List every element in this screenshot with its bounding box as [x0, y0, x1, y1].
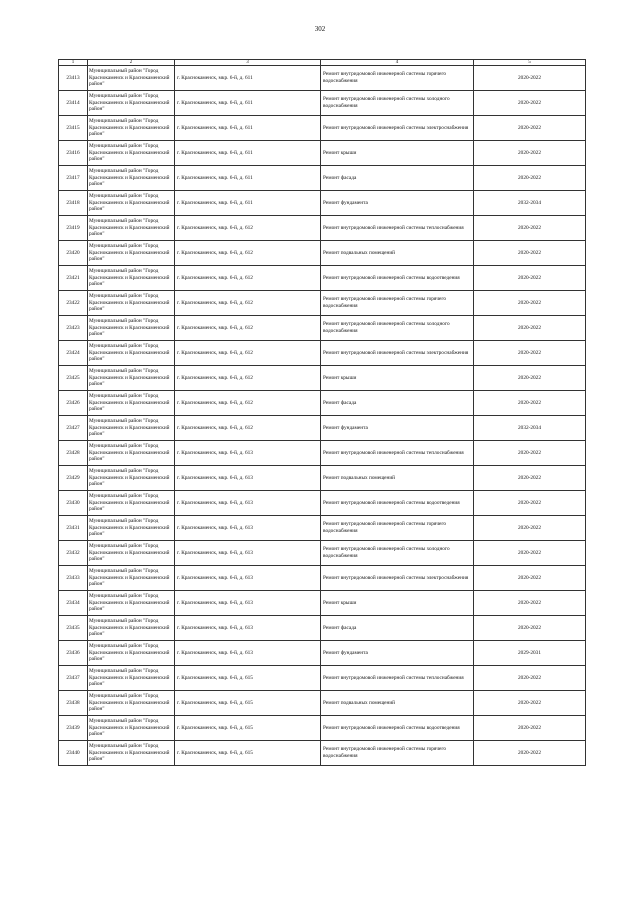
work-type-cell: Ремонт внутридомовой инженерной системы теплоснабжения [321, 666, 474, 691]
work-type-cell: Ремонт подвальных помещений [321, 466, 474, 491]
work-type-cell: Ремонт внутридомовой инженерной системы водоотведения [321, 716, 474, 741]
row-number-cell: 23423 [59, 316, 88, 341]
work-type-cell: Ремонт фундамента [321, 416, 474, 441]
address-cell: г. Краснокаменск, мкр. 6-й, д. 612 [175, 341, 321, 366]
address-cell: г. Краснокаменск, мкр. 6-й, д. 613 [175, 491, 321, 516]
address-cell: г. Краснокаменск, мкр. 6-й, д. 613 [175, 441, 321, 466]
address-cell: г. Краснокаменск, мкр. 6-й, д. 611 [175, 141, 321, 166]
table-row [59, 516, 586, 541]
municipality-cell: Муниципальный район "Город Краснокаменск и Краснокаменский район" [88, 391, 175, 416]
row-number-cell: 23430 [59, 491, 88, 516]
period-cell: 2020-2022 [474, 491, 586, 516]
municipality-cell: Муниципальный район "Город Краснокаменск и Краснокаменский район" [88, 491, 175, 516]
address-cell: г. Краснокаменск, мкр. 6-й, д. 611 [175, 66, 321, 91]
row-number-cell: 23426 [59, 391, 88, 416]
period-cell: 2020-2022 [474, 516, 586, 541]
table-row [59, 541, 586, 566]
address-cell: г. Краснокаменск, мкр. 6-й, д. 615 [175, 691, 321, 716]
period-cell: 2020-2022 [474, 91, 586, 116]
period-cell: 2020-2022 [474, 691, 586, 716]
period-cell: 2032-2034 [474, 191, 586, 216]
municipality-cell: Муниципальный район "Город Краснокаменск и Краснокаменский район" [88, 191, 175, 216]
period-cell: 2020-2022 [474, 241, 586, 266]
work-type-cell: Ремонт крыши [321, 366, 474, 391]
work-type-cell: Ремонт подвальных помещений [321, 691, 474, 716]
municipality-cell: Муниципальный район "Город Краснокаменск и Краснокаменский район" [88, 216, 175, 241]
address-cell: г. Краснокаменск, мкр. 6-й, д. 615 [175, 741, 321, 766]
municipality-cell: Муниципальный район "Город Краснокаменск и Краснокаменский район" [88, 516, 175, 541]
municipality-cell: Муниципальный район "Город Краснокаменск и Краснокаменский район" [88, 266, 175, 291]
work-type-cell: Ремонт фасада [321, 391, 474, 416]
period-cell: 2020-2022 [474, 616, 586, 641]
period-cell: 2020-2022 [474, 391, 586, 416]
address-cell: г. Краснокаменск, мкр. 6-й, д. 612 [175, 391, 321, 416]
address-cell: г. Краснокаменск, мкр. 6-й, д. 613 [175, 541, 321, 566]
period-cell: 2020-2022 [474, 441, 586, 466]
work-type-cell: Ремонт фасада [321, 166, 474, 191]
table-row [59, 291, 586, 316]
table-row [59, 216, 586, 241]
row-number-cell: 23436 [59, 641, 88, 666]
period-cell: 2020-2022 [474, 566, 586, 591]
table-row [59, 141, 586, 166]
period-cell: 2020-2022 [474, 316, 586, 341]
work-type-cell: Ремонт внутридомовой инженерной системы холодного водоснабжения [321, 91, 474, 116]
row-number-cell: 23413 [59, 66, 88, 91]
row-number-cell: 23422 [59, 291, 88, 316]
table-row [59, 491, 586, 516]
table-row [59, 616, 586, 641]
table-row [59, 241, 586, 266]
row-number-cell: 23428 [59, 441, 88, 466]
table-row [59, 116, 586, 141]
table-row [59, 691, 586, 716]
address-cell: г. Краснокаменск, мкр. 6-й, д. 613 [175, 516, 321, 541]
municipality-cell: Муниципальный район "Город Краснокаменск и Краснокаменский район" [88, 741, 175, 766]
address-cell: г. Краснокаменск, мкр. 6-й, д. 613 [175, 566, 321, 591]
work-type-cell: Ремонт внутридомовой инженерной системы горячего водоснабжения [321, 291, 474, 316]
municipality-cell: Муниципальный район "Город Краснокаменск и Краснокаменский район" [88, 591, 175, 616]
row-number-cell: 23419 [59, 216, 88, 241]
period-cell: 2020-2022 [474, 541, 586, 566]
table-row [59, 316, 586, 341]
table-row [59, 266, 586, 291]
work-type-cell: Ремонт фасада [321, 616, 474, 641]
row-number-cell: 23416 [59, 141, 88, 166]
municipality-cell: Муниципальный район "Город Краснокаменск и Краснокаменский район" [88, 616, 175, 641]
work-type-cell: Ремонт внутридомовой инженерной системы холодного водоснабжения [321, 541, 474, 566]
work-type-cell: Ремонт внутридомовой инженерной системы электроснабжения [321, 566, 474, 591]
period-cell: 2020-2022 [474, 466, 586, 491]
municipality-cell: Муниципальный район "Город Краснокаменск и Краснокаменский район" [88, 641, 175, 666]
municipality-cell: Муниципальный район "Город Краснокаменск и Краснокаменский район" [88, 316, 175, 341]
table-row [59, 441, 586, 466]
column-header: 2 [88, 60, 175, 66]
work-type-cell: Ремонт крыши [321, 591, 474, 616]
municipality-cell: Муниципальный район "Город Краснокаменск и Краснокаменский район" [88, 541, 175, 566]
period-cell: 2032-2034 [474, 416, 586, 441]
municipality-cell: Муниципальный район "Город Краснокаменск и Краснокаменский район" [88, 716, 175, 741]
row-number-cell: 23432 [59, 541, 88, 566]
municipality-cell: Муниципальный район "Город Краснокаменск и Краснокаменский район" [88, 466, 175, 491]
table-body [59, 60, 586, 766]
municipality-cell: Муниципальный район "Город Краснокаменск и Краснокаменский район" [88, 66, 175, 91]
address-cell: г. Краснокаменск, мкр. 6-й, д. 615 [175, 666, 321, 691]
municipality-cell: Муниципальный район "Город Краснокаменск и Краснокаменский район" [88, 116, 175, 141]
work-type-cell: Ремонт внутридомовой инженерной системы водоотведения [321, 491, 474, 516]
period-cell: 2020-2022 [474, 591, 586, 616]
address-cell: г. Краснокаменск, мкр. 6-й, д. 613 [175, 466, 321, 491]
row-number-cell: 23433 [59, 566, 88, 591]
municipality-cell: Муниципальный район "Город Краснокаменск и Краснокаменский район" [88, 666, 175, 691]
municipality-cell: Муниципальный район "Город Краснокаменск и Краснокаменский район" [88, 566, 175, 591]
municipality-cell: Муниципальный район "Город Краснокаменск и Краснокаменский район" [88, 691, 175, 716]
row-number-cell: 23434 [59, 591, 88, 616]
row-number-cell: 23425 [59, 366, 88, 391]
work-type-cell: Ремонт внутридомовой инженерной системы водоотведения [321, 266, 474, 291]
address-cell: г. Краснокаменск, мкр. 6-й, д. 612 [175, 266, 321, 291]
address-cell: г. Краснокаменск, мкр. 6-й, д. 612 [175, 241, 321, 266]
row-number-cell: 23429 [59, 466, 88, 491]
work-type-cell: Ремонт внутридомовой инженерной системы электроснабжения [321, 341, 474, 366]
address-cell: г. Краснокаменск, мкр. 6-й, д. 615 [175, 716, 321, 741]
column-header: 4 [321, 60, 474, 66]
row-number-cell: 23431 [59, 516, 88, 541]
municipality-cell: Муниципальный район "Город Краснокаменск и Краснокаменский район" [88, 341, 175, 366]
column-header: 1 [59, 60, 88, 66]
row-number-cell: 23415 [59, 116, 88, 141]
address-cell: г. Краснокаменск, мкр. 6-й, д. 612 [175, 416, 321, 441]
table-row [59, 741, 586, 766]
table-row [59, 716, 586, 741]
table-row [59, 391, 586, 416]
row-number-cell: 23437 [59, 666, 88, 691]
address-cell: г. Краснокаменск, мкр. 6-й, д. 611 [175, 116, 321, 141]
table-row [59, 66, 586, 91]
table-row [59, 91, 586, 116]
address-cell: г. Краснокаменск, мкр. 6-й, д. 612 [175, 291, 321, 316]
work-type-cell: Ремонт внутридомовой инженерной системы горячего водоснабжения [321, 516, 474, 541]
table-row [59, 191, 586, 216]
table-row [59, 591, 586, 616]
row-number-cell: 23427 [59, 416, 88, 441]
municipality-cell: Муниципальный район "Город Краснокаменск и Краснокаменский район" [88, 141, 175, 166]
period-cell: 2020-2022 [474, 291, 586, 316]
row-number-cell: 23417 [59, 166, 88, 191]
table-row [59, 366, 586, 391]
work-type-cell: Ремонт фундамента [321, 641, 474, 666]
period-cell: 2020-2022 [474, 666, 586, 691]
address-cell: г. Краснокаменск, мкр. 6-й, д. 611 [175, 191, 321, 216]
row-number-cell: 23420 [59, 241, 88, 266]
period-cell: 2020-2022 [474, 716, 586, 741]
address-cell: г. Краснокаменск, мкр. 6-й, д. 611 [175, 166, 321, 191]
municipality-cell: Муниципальный район "Город Краснокаменск и Краснокаменский район" [88, 241, 175, 266]
period-cell: 2020-2022 [474, 141, 586, 166]
period-cell: 2020-2022 [474, 341, 586, 366]
municipality-cell: Муниципальный район "Город Краснокаменск и Краснокаменский район" [88, 441, 175, 466]
work-type-cell: Ремонт фундамента [321, 191, 474, 216]
row-number-cell: 23418 [59, 191, 88, 216]
address-cell: г. Краснокаменск, мкр. 6-й, д. 613 [175, 641, 321, 666]
work-type-cell: Ремонт подвальных помещений [321, 241, 474, 266]
address-cell: г. Краснокаменск, мкр. 6-й, д. 613 [175, 616, 321, 641]
table-row [59, 166, 586, 191]
table-row [59, 641, 586, 666]
work-type-cell: Ремонт крыши [321, 141, 474, 166]
column-header: 5 [474, 60, 586, 66]
work-type-cell: Ремонт внутридомовой инженерной системы теплоснабжения [321, 216, 474, 241]
period-cell: 2020-2022 [474, 216, 586, 241]
period-cell: 2020-2022 [474, 66, 586, 91]
table-row [59, 416, 586, 441]
address-cell: г. Краснокаменск, мкр. 6-й, д. 612 [175, 316, 321, 341]
row-number-cell: 23438 [59, 691, 88, 716]
table-row [59, 566, 586, 591]
work-type-cell: Ремонт внутридомовой инженерной системы электроснабжения [321, 116, 474, 141]
row-number-cell: 23424 [59, 341, 88, 366]
work-type-cell: Ремонт внутридомовой инженерной системы горячего водоснабжения [321, 741, 474, 766]
row-number-cell: 23421 [59, 266, 88, 291]
table-row [59, 666, 586, 691]
row-number-cell: 23435 [59, 616, 88, 641]
page-number: 302 [314, 25, 326, 33]
municipality-cell: Муниципальный район "Город Краснокаменск и Краснокаменский район" [88, 291, 175, 316]
row-number-cell: 23440 [59, 741, 88, 766]
row-number-cell: 23414 [59, 91, 88, 116]
period-cell: 2020-2022 [474, 116, 586, 141]
work-type-cell: Ремонт внутридомовой инженерной системы горячего водоснабжения [321, 66, 474, 91]
address-cell: г. Краснокаменск, мкр. 6-й, д. 612 [175, 366, 321, 391]
address-cell: г. Краснокаменск, мкр. 6-й, д. 612 [175, 216, 321, 241]
capital-repair-table [58, 59, 586, 766]
work-type-cell: Ремонт внутридомовой инженерной системы холодного водоснабжения [321, 316, 474, 341]
municipality-cell: Муниципальный район "Город Краснокаменск и Краснокаменский район" [88, 91, 175, 116]
period-cell: 2020-2022 [474, 266, 586, 291]
period-cell: 2020-2022 [474, 741, 586, 766]
period-cell: 2020-2022 [474, 366, 586, 391]
work-type-cell: Ремонт внутридомовой инженерной системы теплоснабжения [321, 441, 474, 466]
period-cell: 2029-2031 [474, 641, 586, 666]
table-row [59, 341, 586, 366]
municipality-cell: Муниципальный район "Город Краснокаменск и Краснокаменский район" [88, 416, 175, 441]
period-cell: 2020-2022 [474, 166, 586, 191]
row-number-cell: 23439 [59, 716, 88, 741]
address-cell: г. Краснокаменск, мкр. 6-й, д. 613 [175, 591, 321, 616]
column-header: 3 [175, 60, 321, 66]
address-cell: г. Краснокаменск, мкр. 6-й, д. 611 [175, 91, 321, 116]
municipality-cell: Муниципальный район "Город Краснокаменск и Краснокаменский район" [88, 366, 175, 391]
municipality-cell: Муниципальный район "Город Краснокаменск и Краснокаменский район" [88, 166, 175, 191]
table-row [59, 466, 586, 491]
